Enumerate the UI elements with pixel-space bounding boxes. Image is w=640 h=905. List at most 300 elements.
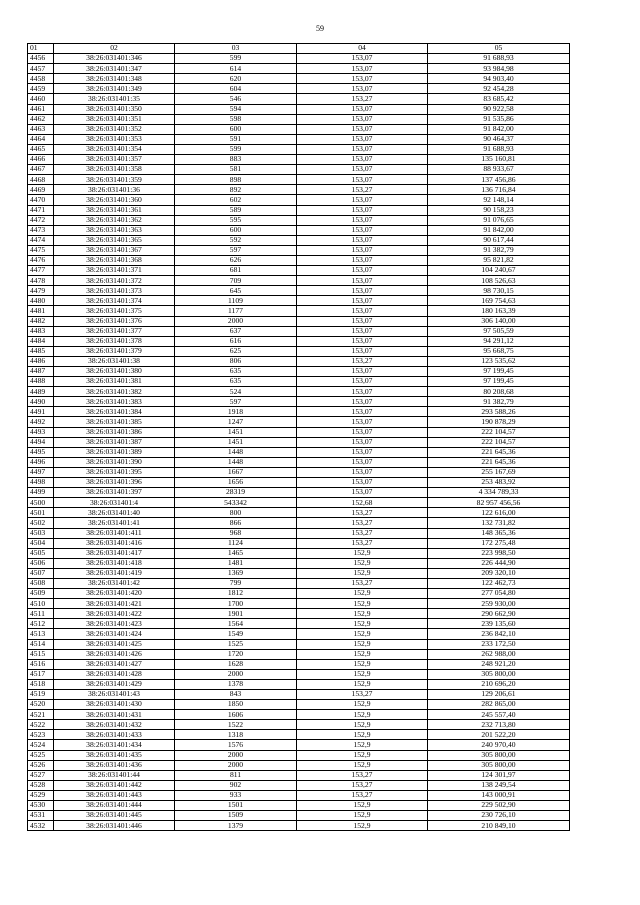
cadastral-number-cell: 38:26:031401:423 <box>54 619 175 629</box>
value-cell: 305 800,00 <box>428 760 570 770</box>
row-number-cell: 4499 <box>28 488 54 498</box>
value-cell: 282 865,00 <box>428 700 570 710</box>
table-row <box>28 478 570 488</box>
rate-cell: 152,9 <box>297 720 428 730</box>
cadastral-number-cell: 38:26:031401:40 <box>54 508 175 518</box>
row-number-cell: 4518 <box>28 679 54 689</box>
value-cell: 90 464,37 <box>428 134 570 144</box>
value-cell: 91 842,00 <box>428 124 570 134</box>
row-number-cell: 4497 <box>28 467 54 477</box>
area-cell: 1628 <box>175 659 297 669</box>
row-number-cell: 4466 <box>28 155 54 165</box>
table-row <box>28 407 570 417</box>
area-cell: 637 <box>175 326 297 336</box>
area-cell: 599 <box>175 144 297 154</box>
area-cell: 614 <box>175 64 297 74</box>
value-cell: 92 148,14 <box>428 195 570 205</box>
table-row <box>28 427 570 437</box>
area-cell: 1177 <box>175 306 297 316</box>
table-row <box>28 821 570 831</box>
row-number-cell: 4485 <box>28 346 54 356</box>
rate-cell: 153,07 <box>297 74 428 84</box>
cadastral-number-cell: 38:26:031401:417 <box>54 548 175 558</box>
rate-cell: 153,27 <box>297 690 428 700</box>
area-cell: 626 <box>175 255 297 265</box>
area-cell: 591 <box>175 134 297 144</box>
row-number-cell: 4486 <box>28 356 54 366</box>
row-number-cell: 4487 <box>28 367 54 377</box>
row-number-cell: 4521 <box>28 710 54 720</box>
table-row <box>28 276 570 286</box>
area-cell: 2000 <box>175 669 297 679</box>
cadastral-number-cell: 38:26:031401:44 <box>54 770 175 780</box>
row-number-cell: 4477 <box>28 266 54 276</box>
row-number-cell: 4505 <box>28 548 54 558</box>
value-cell: 91 535,86 <box>428 114 570 124</box>
cadastral-number-cell: 38:26:031401:387 <box>54 437 175 447</box>
value-cell: 169 754,63 <box>428 296 570 306</box>
table-row <box>28 790 570 800</box>
value-cell: 233 172,50 <box>428 639 570 649</box>
cadastral-number-cell: 38:26:031401:372 <box>54 276 175 286</box>
rate-cell: 153,07 <box>297 54 428 64</box>
value-cell: 201 522,20 <box>428 730 570 740</box>
row-number-cell: 4469 <box>28 185 54 195</box>
row-number-cell: 4504 <box>28 538 54 548</box>
area-cell: 1525 <box>175 639 297 649</box>
row-number-cell: 4467 <box>28 165 54 175</box>
area-cell: 589 <box>175 205 297 215</box>
value-cell: 80 208,68 <box>428 387 570 397</box>
row-number-cell: 4483 <box>28 326 54 336</box>
row-number-cell: 4484 <box>28 336 54 346</box>
row-number-cell: 4489 <box>28 387 54 397</box>
rate-cell: 152,9 <box>297 629 428 639</box>
cadastral-number-cell: 38:26:031401:446 <box>54 821 175 831</box>
rate-cell: 152,9 <box>297 649 428 659</box>
area-cell: 595 <box>175 215 297 225</box>
rate-cell: 153,07 <box>297 225 428 235</box>
rate-cell: 152,9 <box>297 700 428 710</box>
cadastral-number-cell: 38:26:031401:427 <box>54 659 175 669</box>
cadastral-number-cell: 38:26:031401:420 <box>54 589 175 599</box>
area-cell: 898 <box>175 175 297 185</box>
value-cell: 305 800,00 <box>428 750 570 760</box>
area-cell: 597 <box>175 245 297 255</box>
area-cell: 902 <box>175 780 297 790</box>
row-number-cell: 4459 <box>28 84 54 94</box>
table-row <box>28 780 570 790</box>
row-number-cell: 4476 <box>28 255 54 265</box>
rate-cell: 152,9 <box>297 821 428 831</box>
area-cell: 635 <box>175 377 297 387</box>
area-cell: 1378 <box>175 679 297 689</box>
row-number-cell: 4524 <box>28 740 54 750</box>
value-cell: 240 970,40 <box>428 740 570 750</box>
area-cell: 602 <box>175 195 297 205</box>
value-cell: 236 842,10 <box>428 629 570 639</box>
area-cell: 1448 <box>175 457 297 467</box>
rate-cell: 153,07 <box>297 104 428 114</box>
table-row <box>28 225 570 235</box>
rate-cell: 153,07 <box>297 427 428 437</box>
area-cell: 1812 <box>175 589 297 599</box>
area-cell: 1379 <box>175 821 297 831</box>
table-row <box>28 710 570 720</box>
area-cell: 604 <box>175 84 297 94</box>
rate-cell: 153,07 <box>297 447 428 457</box>
rate-cell: 152,9 <box>297 710 428 720</box>
area-cell: 1448 <box>175 447 297 457</box>
column-header-05: 05 <box>428 44 570 54</box>
area-cell: 592 <box>175 235 297 245</box>
row-number-cell: 4522 <box>28 720 54 730</box>
table-row <box>28 619 570 629</box>
value-cell: 143 000,91 <box>428 790 570 800</box>
rate-cell: 153,07 <box>297 165 428 175</box>
cadastral-number-cell: 38:26:031401:433 <box>54 730 175 740</box>
rate-cell: 152,9 <box>297 679 428 689</box>
value-cell: 95 821,82 <box>428 255 570 265</box>
value-cell: 95 668,75 <box>428 346 570 356</box>
row-number-cell: 4472 <box>28 215 54 225</box>
value-cell: 293 588,26 <box>428 407 570 417</box>
area-cell: 892 <box>175 185 297 195</box>
table-row <box>28 175 570 185</box>
row-number-cell: 4507 <box>28 568 54 578</box>
table-row <box>28 679 570 689</box>
table-row <box>28 700 570 710</box>
area-cell: 1318 <box>175 730 297 740</box>
table-row <box>28 387 570 397</box>
row-number-cell: 4482 <box>28 316 54 326</box>
rate-cell: 153,27 <box>297 356 428 366</box>
value-cell: 221 645,36 <box>428 457 570 467</box>
cadastral-number-cell: 38:26:031401:421 <box>54 599 175 609</box>
table-row <box>28 165 570 175</box>
value-cell: 255 167,69 <box>428 467 570 477</box>
cadastral-number-cell: 38:26:031401:365 <box>54 235 175 245</box>
value-cell: 122 616,00 <box>428 508 570 518</box>
rate-cell: 153,07 <box>297 84 428 94</box>
rate-cell: 153,27 <box>297 538 428 548</box>
table-row <box>28 286 570 296</box>
area-cell: 933 <box>175 790 297 800</box>
cadastral-number-cell: 38:26:031401:349 <box>54 84 175 94</box>
area-cell: 866 <box>175 518 297 528</box>
table-header-row <box>28 44 570 54</box>
cadastral-number-cell: 38:26:031401:43 <box>54 690 175 700</box>
value-cell: 91 688,93 <box>428 144 570 154</box>
value-cell: 136 716,84 <box>428 185 570 195</box>
value-cell: 122 462,73 <box>428 578 570 588</box>
value-cell: 222 104,57 <box>428 437 570 447</box>
cadastral-number-cell: 38:26:031401:445 <box>54 811 175 821</box>
row-number-cell: 4498 <box>28 478 54 488</box>
table-row <box>28 467 570 477</box>
value-cell: 306 140,00 <box>428 316 570 326</box>
cadastral-number-cell: 38:26:031401:354 <box>54 144 175 154</box>
area-cell: 1124 <box>175 538 297 548</box>
cadastral-number-cell: 38:26:031401:390 <box>54 457 175 467</box>
row-number-cell: 4516 <box>28 659 54 669</box>
rate-cell: 153,07 <box>297 457 428 467</box>
rate-cell: 153,07 <box>297 205 428 215</box>
table-row <box>28 488 570 498</box>
rate-cell: 153,07 <box>297 336 428 346</box>
cadastral-number-cell: 38:26:031401:396 <box>54 478 175 488</box>
row-number-cell: 4479 <box>28 286 54 296</box>
rate-cell: 153,27 <box>297 185 428 195</box>
row-number-cell: 4481 <box>28 306 54 316</box>
table-row <box>28 649 570 659</box>
rate-cell: 153,07 <box>297 346 428 356</box>
table-row <box>28 639 570 649</box>
value-cell: 90 617,44 <box>428 235 570 245</box>
value-cell: 229 502,90 <box>428 801 570 811</box>
rate-cell: 153,07 <box>297 467 428 477</box>
row-number-cell: 4514 <box>28 639 54 649</box>
area-cell: 1549 <box>175 629 297 639</box>
area-cell: 799 <box>175 578 297 588</box>
table-row <box>28 538 570 548</box>
area-cell: 1109 <box>175 296 297 306</box>
row-number-cell: 4510 <box>28 599 54 609</box>
value-cell: 262 988,00 <box>428 649 570 659</box>
value-cell: 93 984,98 <box>428 64 570 74</box>
rate-cell: 153,07 <box>297 377 428 387</box>
cadastral-number-cell: 38:26:031401:4 <box>54 498 175 508</box>
cadastral-number-cell: 38:26:031401:35 <box>54 94 175 104</box>
row-number-cell: 4474 <box>28 235 54 245</box>
value-cell: 209 320,10 <box>428 568 570 578</box>
cadastral-number-cell: 38:26:031401:373 <box>54 286 175 296</box>
row-number-cell: 4517 <box>28 669 54 679</box>
area-cell: 1451 <box>175 437 297 447</box>
row-number-cell: 4471 <box>28 205 54 215</box>
area-cell: 968 <box>175 528 297 538</box>
row-number-cell: 4465 <box>28 144 54 154</box>
row-number-cell: 4478 <box>28 276 54 286</box>
value-cell: 90 158,23 <box>428 205 570 215</box>
cadastral-number-cell: 38:26:031401:422 <box>54 609 175 619</box>
row-number-cell: 4512 <box>28 619 54 629</box>
column-header-04: 04 <box>297 44 428 54</box>
cadastral-number-cell: 38:26:031401:368 <box>54 255 175 265</box>
rate-cell: 153,07 <box>297 326 428 336</box>
value-cell: 124 301,97 <box>428 770 570 780</box>
cadastral-number-cell: 38:26:031401:357 <box>54 155 175 165</box>
cadastral-number-cell: 38:26:031401:351 <box>54 114 175 124</box>
row-number-cell: 4470 <box>28 195 54 205</box>
table-row <box>28 740 570 750</box>
value-cell: 123 535,62 <box>428 356 570 366</box>
table-row <box>28 690 570 700</box>
rate-cell: 152,9 <box>297 760 428 770</box>
rate-cell: 152,9 <box>297 589 428 599</box>
value-cell: 91 382,79 <box>428 397 570 407</box>
rate-cell: 153,07 <box>297 266 428 276</box>
rate-cell: 152,9 <box>297 599 428 609</box>
row-number-cell: 4528 <box>28 780 54 790</box>
rate-cell: 153,07 <box>297 255 428 265</box>
cadastral-number-cell: 38:26:031401:436 <box>54 760 175 770</box>
rate-cell: 153,27 <box>297 578 428 588</box>
row-number-cell: 4508 <box>28 578 54 588</box>
value-cell: 98 730,15 <box>428 286 570 296</box>
row-number-cell: 4501 <box>28 508 54 518</box>
table-row <box>28 326 570 336</box>
cadastral-number-cell: 38:26:031401:416 <box>54 538 175 548</box>
rate-cell: 152,9 <box>297 659 428 669</box>
area-cell: 1918 <box>175 407 297 417</box>
value-cell: 180 163,39 <box>428 306 570 316</box>
area-cell: 597 <box>175 397 297 407</box>
cadastral-number-cell: 38:26:031401:442 <box>54 780 175 790</box>
cadastral-number-cell: 38:26:031401:419 <box>54 568 175 578</box>
table-row <box>28 770 570 780</box>
value-cell: 4 334 789,33 <box>428 488 570 498</box>
table-row <box>28 356 570 366</box>
cadastral-number-cell: 38:26:031401:434 <box>54 740 175 750</box>
table-row <box>28 377 570 387</box>
cadastral-number-cell: 38:26:031401:380 <box>54 367 175 377</box>
rate-cell: 153,27 <box>297 790 428 800</box>
value-cell: 97 199,45 <box>428 377 570 387</box>
value-cell: 245 557,40 <box>428 710 570 720</box>
rate-cell: 152,9 <box>297 801 428 811</box>
value-cell: 210 696,20 <box>428 679 570 689</box>
table-row <box>28 245 570 255</box>
cadastral-number-cell: 38:26:031401:432 <box>54 720 175 730</box>
table-row <box>28 811 570 821</box>
rate-cell: 153,07 <box>297 306 428 316</box>
row-number-cell: 4529 <box>28 790 54 800</box>
value-cell: 88 933,67 <box>428 165 570 175</box>
area-cell: 635 <box>175 367 297 377</box>
rate-cell: 152,68 <box>297 498 428 508</box>
area-cell: 843 <box>175 690 297 700</box>
cadastral-number-cell: 38:26:031401:360 <box>54 195 175 205</box>
table-row <box>28 437 570 447</box>
cadastral-number-cell: 38:26:031401:384 <box>54 407 175 417</box>
value-cell: 222 104,57 <box>428 427 570 437</box>
value-cell: 97 505,59 <box>428 326 570 336</box>
row-number-cell: 4463 <box>28 124 54 134</box>
value-cell: 94 903,40 <box>428 74 570 84</box>
cadastral-number-cell: 38:26:031401:426 <box>54 649 175 659</box>
cadastral-number-cell: 38:26:031401:38 <box>54 356 175 366</box>
cadastral-number-cell: 38:26:031401:429 <box>54 679 175 689</box>
column-header-03: 03 <box>175 44 297 54</box>
value-cell: 91 076,65 <box>428 215 570 225</box>
table-row <box>28 54 570 64</box>
area-cell: 28319 <box>175 488 297 498</box>
area-cell: 811 <box>175 770 297 780</box>
cadastral-number-cell: 38:26:031401:397 <box>54 488 175 498</box>
table-row <box>28 134 570 144</box>
rate-cell: 152,9 <box>297 811 428 821</box>
area-cell: 524 <box>175 387 297 397</box>
area-cell: 598 <box>175 114 297 124</box>
table-row <box>28 568 570 578</box>
rate-cell: 153,07 <box>297 114 428 124</box>
row-number-cell: 4509 <box>28 589 54 599</box>
cadastral-number-cell: 38:26:031401:41 <box>54 518 175 528</box>
table-row <box>28 185 570 195</box>
area-cell: 806 <box>175 356 297 366</box>
row-number-cell: 4461 <box>28 104 54 114</box>
row-number-cell: 4506 <box>28 558 54 568</box>
rate-cell: 153,07 <box>297 478 428 488</box>
cadastral-number-cell: 38:26:031401:444 <box>54 801 175 811</box>
cadastral-number-cell: 38:26:031401:430 <box>54 700 175 710</box>
row-number-cell: 4460 <box>28 94 54 104</box>
cadastral-number-cell: 38:26:031401:418 <box>54 558 175 568</box>
rate-cell: 152,9 <box>297 740 428 750</box>
row-number-cell: 4520 <box>28 700 54 710</box>
cadastral-number-cell: 38:26:031401:379 <box>54 346 175 356</box>
table-row <box>28 508 570 518</box>
rate-cell: 152,9 <box>297 548 428 558</box>
table-row <box>28 346 570 356</box>
cadastral-number-cell: 38:26:031401:376 <box>54 316 175 326</box>
table-row <box>28 205 570 215</box>
column-header-01: 01 <box>28 44 54 54</box>
table-row <box>28 367 570 377</box>
area-cell: 2000 <box>175 750 297 760</box>
value-cell: 91 688,93 <box>428 54 570 64</box>
rate-cell: 153,07 <box>297 155 428 165</box>
cadastral-value-table <box>27 43 570 831</box>
row-number-cell: 4527 <box>28 770 54 780</box>
area-cell: 681 <box>175 266 297 276</box>
page-number: 59 <box>316 24 324 33</box>
value-cell: 104 240,67 <box>428 266 570 276</box>
table-row <box>28 518 570 528</box>
value-cell: 221 645,36 <box>428 447 570 457</box>
row-number-cell: 4491 <box>28 407 54 417</box>
rate-cell: 153,27 <box>297 508 428 518</box>
cadastral-number-cell: 38:26:031401:411 <box>54 528 175 538</box>
table-row <box>28 104 570 114</box>
value-cell: 90 922,58 <box>428 104 570 114</box>
value-cell: 135 160,81 <box>428 155 570 165</box>
table-row <box>28 255 570 265</box>
area-cell: 600 <box>175 124 297 134</box>
rate-cell: 152,9 <box>297 730 428 740</box>
table-row <box>28 235 570 245</box>
row-number-cell: 4462 <box>28 114 54 124</box>
value-cell: 132 731,82 <box>428 518 570 528</box>
cadastral-number-cell: 38:26:031401:363 <box>54 225 175 235</box>
rate-cell: 153,07 <box>297 397 428 407</box>
area-cell: 1564 <box>175 619 297 629</box>
area-cell: 1451 <box>175 427 297 437</box>
row-number-cell: 4511 <box>28 609 54 619</box>
cadastral-number-cell: 38:26:031401:347 <box>54 64 175 74</box>
table-row <box>28 195 570 205</box>
table-row <box>28 74 570 84</box>
value-cell: 210 849,10 <box>428 821 570 831</box>
area-cell: 800 <box>175 508 297 518</box>
area-cell: 2000 <box>175 316 297 326</box>
rate-cell: 153,27 <box>297 770 428 780</box>
table-row <box>28 316 570 326</box>
value-cell: 91 842,00 <box>428 225 570 235</box>
row-number-cell: 4468 <box>28 175 54 185</box>
value-cell: 82 957 456,56 <box>428 498 570 508</box>
